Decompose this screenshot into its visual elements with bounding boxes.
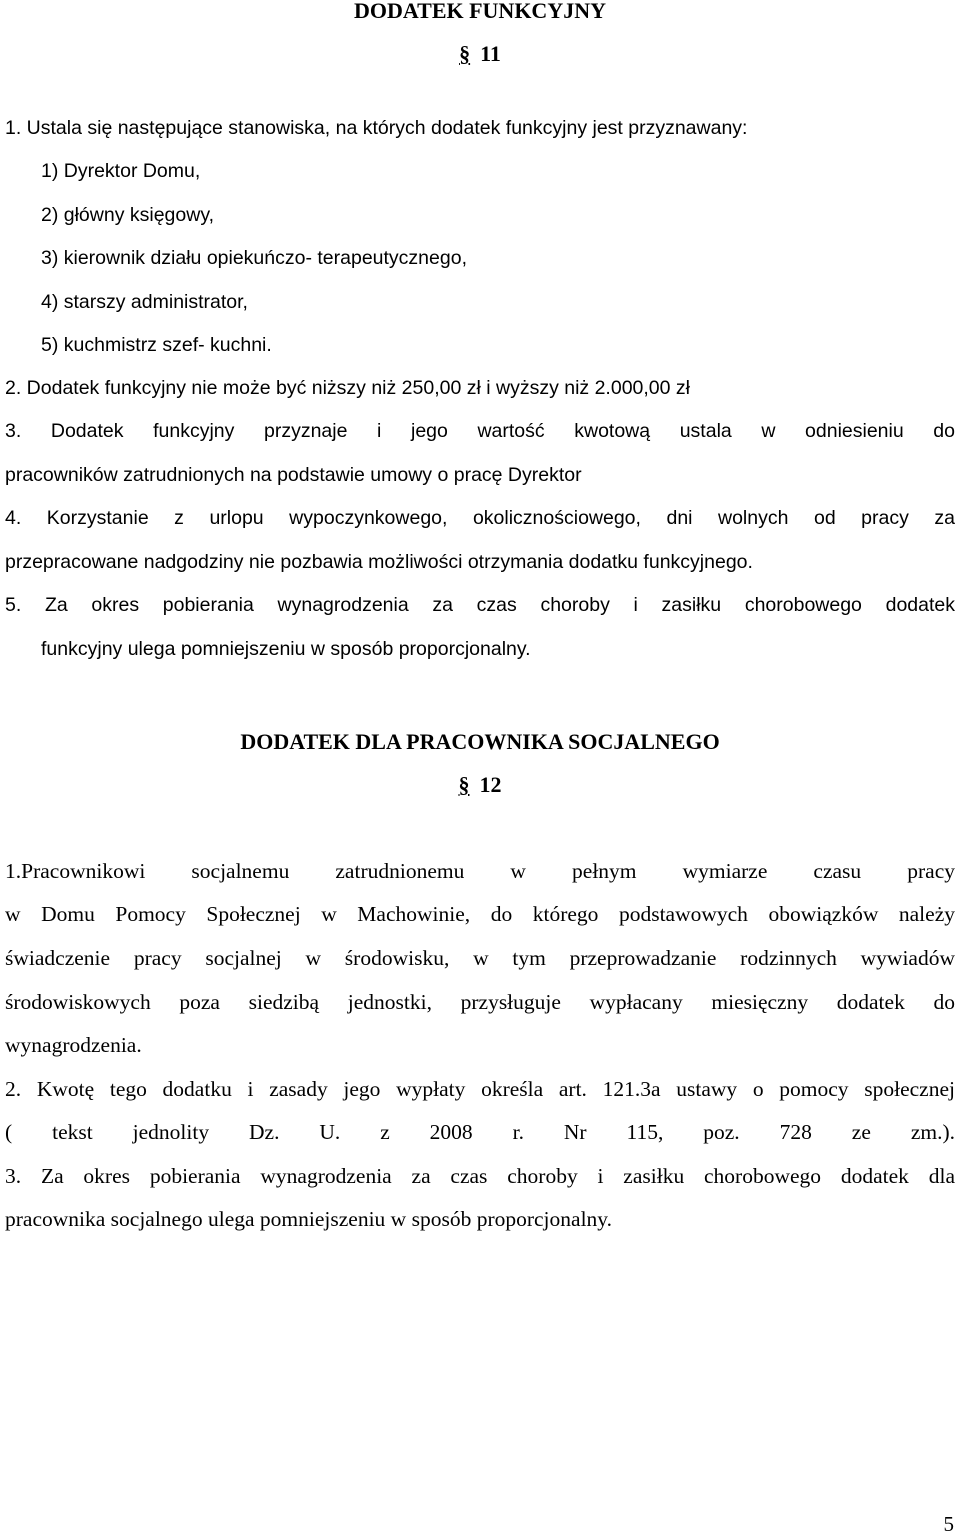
section-number: 11 (480, 41, 501, 66)
s12-point-1-line-5: wynagrodzenia. (5, 1033, 142, 1057)
s11-point-3-line-1: 3. Dodatek funkcyjny przyznaje i jego wartość kwotową ustala w odniesieniu do (5, 420, 955, 442)
paragraph-sign: § (458, 772, 470, 797)
s11-point-5-line-2: funkcyjny ulega pomniejszeniu w sposób proporcjonalny. (41, 638, 531, 660)
s12-point-2-line-2: ( tekst jednolity Dz. U. z 2008 r. Nr 115, poz. 728 ze zm.). (5, 1120, 955, 1144)
s11-list-item: 5) kuchmistrz szef- kuchni. (41, 334, 272, 356)
s11-list-item: 1) Dyrektor Domu, (41, 160, 201, 182)
s12-point-1-line-2: w Domu Pomocy Społecznej w Machowinie, do którego podstawowych obowiązków należy (5, 902, 955, 926)
s11-point-4-line-2: przepracowane nadgodziny nie pozbawia możliwości otrzymania dodatku funkcyjnego. (5, 551, 753, 573)
section-12-title: DODATEK DLA PRACOWNIKA SOCJALNEGO (240, 729, 720, 754)
s12-point-1-line-1: 1.Pracownikowi socjalnemu zatrudnionemu w pełnym wymiarze czasu pracy (5, 859, 955, 883)
section-11-title: DODATEK FUNKCYJNY (354, 0, 606, 23)
s11-point-4-line-1: 4. Korzystanie z urlopu wypoczynkowego, okolicznościowego, dni wolnych od pracy za (5, 507, 955, 529)
s11-list-item: 3) kierownik działu opiekuńczo- terapeutycznego, (41, 247, 467, 269)
s12-point-2-line-1: 2. Kwotę tego dodatku i zasady jego wypłaty określa art. 121.3a ustawy o pomocy społecznej (5, 1077, 955, 1101)
s11-list-item: 2) główny księgowy, (41, 204, 215, 226)
s12-point-3-line-1: 3. Za okres pobierania wynagrodzenia za czas choroby i zasiłku chorobowego dodatek dla (5, 1164, 955, 1188)
s12-point-3-line-2: pracownika socjalnego ulega pomniejszeniu w sposób proporcjonalny. (5, 1207, 613, 1231)
s11-point-3-line-2: pracowników zatrudnionych na podstawie umowy o pracę Dyrektor (5, 464, 582, 486)
s11-point-2: 2. Dodatek funkcyjny nie może być niższy niż 250,00 zł i wyższy niż 2.000,00 zł (5, 377, 690, 399)
section-11-number (0, 41, 960, 67)
s12-point-1-line-3: świadczenie pracy socjalnej w środowisku, w tym przeprowadzanie rodzinnych wywiadów (5, 946, 955, 970)
section-number: 12 (479, 772, 502, 797)
page-number: 5 (943, 1512, 954, 1536)
s11-list-item: 4) starszy administrator, (41, 291, 248, 313)
s11-point-5-line-1: 5. Za okres pobierania wynagrodzenia za czas choroby i zasiłku chorobowego dodatek (5, 594, 955, 616)
paragraph-sign: § (459, 41, 471, 66)
s12-point-1-line-4: środowiskowych poza siedzibą jednostki, przysługuje wypłacany miesięczny dodatek do (5, 990, 955, 1014)
s11-point-1: 1. Ustala się następujące stanowiska, na których dodatek funkcyjny jest przyznawany: (5, 117, 748, 139)
section-12-number (0, 772, 960, 798)
